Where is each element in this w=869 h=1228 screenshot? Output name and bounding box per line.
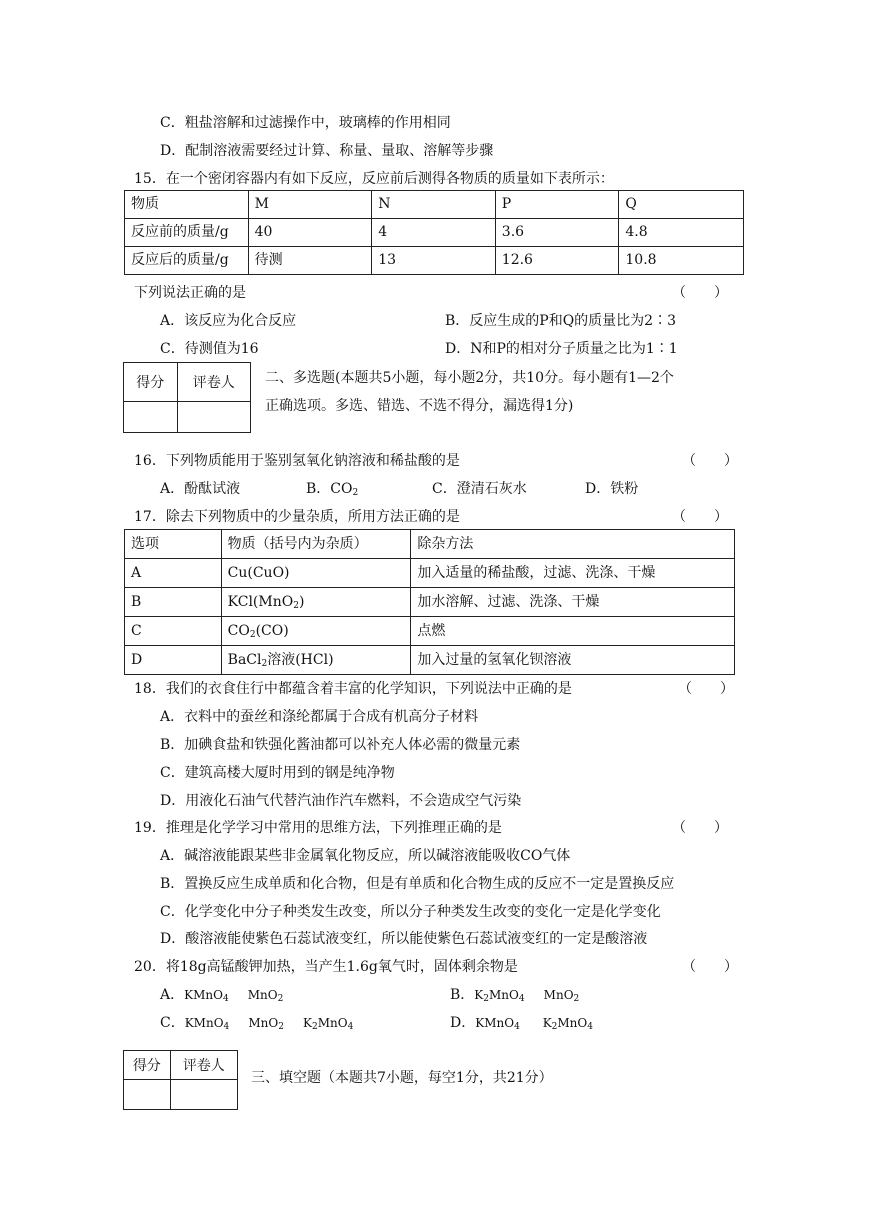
table-cell: M [248, 191, 372, 219]
score-label: 得分 [124, 1051, 171, 1080]
table-cell: 反应后的质量/g [125, 247, 249, 275]
q15-option-a: A．该反应为化合反应 [160, 313, 297, 329]
q17-table [124, 529, 735, 675]
score-cell [124, 1080, 171, 1110]
table-cell: A [125, 559, 222, 588]
table-cell: Q [619, 191, 744, 219]
q19-option-c: C．化学变化中分子种类发生改变，所以分子种类发生改变的变化一定是化学变化 [160, 904, 661, 920]
q15-table [124, 190, 744, 275]
table-cell: P [495, 191, 619, 219]
table-cell: Cu(CuO) [221, 559, 411, 588]
q18-option-d: D．用液化石油气代替汽油作汽车燃料，不会造成空气污染 [160, 793, 522, 809]
q20-option-a: A．KMnO$_4$ MnO$_2$ [160, 987, 284, 1004]
q19-stem: 19．推理是化学学习中常用的思维方法，下列推理正确的是 [134, 820, 502, 836]
table-header-row [125, 191, 744, 219]
q18-option-a: A．衣料中的蚕丝和涤纶都属于合成有机高分子材料 [160, 709, 479, 725]
q15-option-d: D．N和P的相对分子质量之比为1∶1 [445, 341, 678, 357]
answer-paren: （ ） [672, 509, 728, 525]
table-cell: 4 [372, 219, 496, 247]
score-box [123, 1050, 238, 1110]
section2-title-line1: 二、多选题(本题共5小题，每小题2分，共10分。每小题有1—2个 [265, 370, 674, 386]
q15-option-c: C．待测值为16 [160, 341, 259, 357]
table-cell: 3.6 [495, 219, 619, 247]
answer-paren: （ ） [672, 820, 728, 836]
answer-paren: （ ） [678, 681, 734, 697]
q20-stem: 20．将18g高锰酸钾加热，当产生1.6g氧气时，固体剩余物是 [134, 959, 518, 975]
table-cell: 加入过量的氢氧化钡溶液 [411, 646, 735, 675]
q16-option-a: A．酚酞试液 [160, 481, 241, 497]
q19-option-d: D．酸溶液能使紫色石蕊试液变红，所以能使紫色石蕊试液变红的一定是酸溶液 [160, 931, 648, 947]
grader-label: 评卷人 [177, 363, 250, 402]
q15-stem: 15．在一个密闭容器内有如下反应，反应前后测得各物质的质量如下表所示： [134, 171, 614, 187]
q15-option-b: B．反应生成的P和Q的质量比为2∶3 [445, 313, 676, 329]
q20-option-c: C．KMnO$_4$ MnO$_2$ $K_2MnO_4$ [160, 1015, 354, 1032]
table-cell: D [125, 646, 222, 675]
table-row [125, 617, 735, 646]
q16-option-b: B．$CO_2$ [306, 481, 359, 498]
grader-cell [177, 402, 250, 433]
q18-option-b: B．加碘食盐和铁强化酱油都可以补充人体必需的微量元素 [160, 737, 521, 753]
table-cell: 40 [248, 219, 372, 247]
q16-stem: 16．下列物质能用于鉴别氢氧化钠溶液和稀盐酸的是 [134, 453, 460, 469]
q14-option-c: C．粗盐溶解和过滤操作中，玻璃棒的作用相同 [160, 115, 451, 131]
table-cell: 物质（括号内为杂质） [221, 530, 411, 559]
table-cell: 除杂方法 [411, 530, 735, 559]
q20-option-b: B．$K_2MnO_4$ MnO$_2$ [450, 987, 580, 1004]
table-cell: BaCl$_2$溶液(HCl) [221, 646, 411, 675]
table-cell: 选项 [125, 530, 222, 559]
q19-option-b: B．置换反应生成单质和化合物，但是有单质和化合物生成的反应不一定是置换反应 [160, 876, 675, 892]
table-row [125, 219, 744, 247]
q19-option-a: A．碱溶液能跟某些非金属氧化物反应，所以碱溶液能吸收CO气体 [160, 848, 571, 864]
table-cell: 反应前的质量/g [125, 219, 249, 247]
q15-prompt: 下列说法正确的是 [134, 285, 246, 301]
table-cell: N [372, 191, 496, 219]
table-header-row [125, 530, 735, 559]
table-cell: $CO_2(CO)$ [221, 617, 411, 646]
score-label: 得分 [124, 363, 178, 402]
table-cell: 4.8 [619, 219, 744, 247]
section2-title-line2: 正确选项。多选、错选、不选不得分，漏选得1分) [265, 398, 574, 414]
table-cell: C [125, 617, 222, 646]
table-cell: 12.6 [495, 247, 619, 275]
table-cell: 10.8 [619, 247, 744, 275]
table-cell: 物质 [125, 191, 249, 219]
grader-cell [170, 1080, 237, 1110]
table-row [125, 247, 744, 275]
q17-stem: 17．除去下列物质中的少量杂质，所用方法正确的是 [134, 509, 460, 525]
q18-option-c: C．建筑高楼大厦时用到的钢是纯净物 [160, 765, 395, 781]
section3-title: 三、填空题（本题共7小题，每空1分，共21分） [251, 1070, 553, 1086]
score-cell [124, 402, 178, 433]
score-box [123, 362, 251, 433]
answer-paren: （ ） [682, 959, 738, 975]
table-cell: 加入适量的稀盐酸，过滤、洗涤、干燥 [411, 559, 735, 588]
table-cell: 点燃 [411, 617, 735, 646]
q18-stem: 18．我们的衣食住行中都蕴含着丰富的化学知识，下列说法中正确的是 [134, 681, 572, 697]
table-cell: KCl(MnO$_2$) [221, 588, 411, 617]
table-cell: 13 [372, 247, 496, 275]
table-row [125, 646, 735, 675]
q20-option-d: D．KMnO$_4$ $K_2MnO_4$ [450, 1015, 593, 1032]
q16-option-d: D．铁粉 [585, 481, 639, 497]
q16-option-c: C．澄清石灰水 [432, 481, 527, 497]
table-row [125, 588, 735, 617]
answer-paren: （ ） [682, 453, 738, 469]
table-cell: 加水溶解、过滤、洗涤、干燥 [411, 588, 735, 617]
table-cell: B [125, 588, 222, 617]
answer-paren: （ ） [672, 285, 728, 301]
q14-option-d: D．配制溶液需要经过计算、称量、量取、溶解等步骤 [160, 143, 494, 159]
grader-label: 评卷人 [170, 1051, 237, 1080]
table-cell: 待测 [248, 247, 372, 275]
table-row [125, 559, 735, 588]
